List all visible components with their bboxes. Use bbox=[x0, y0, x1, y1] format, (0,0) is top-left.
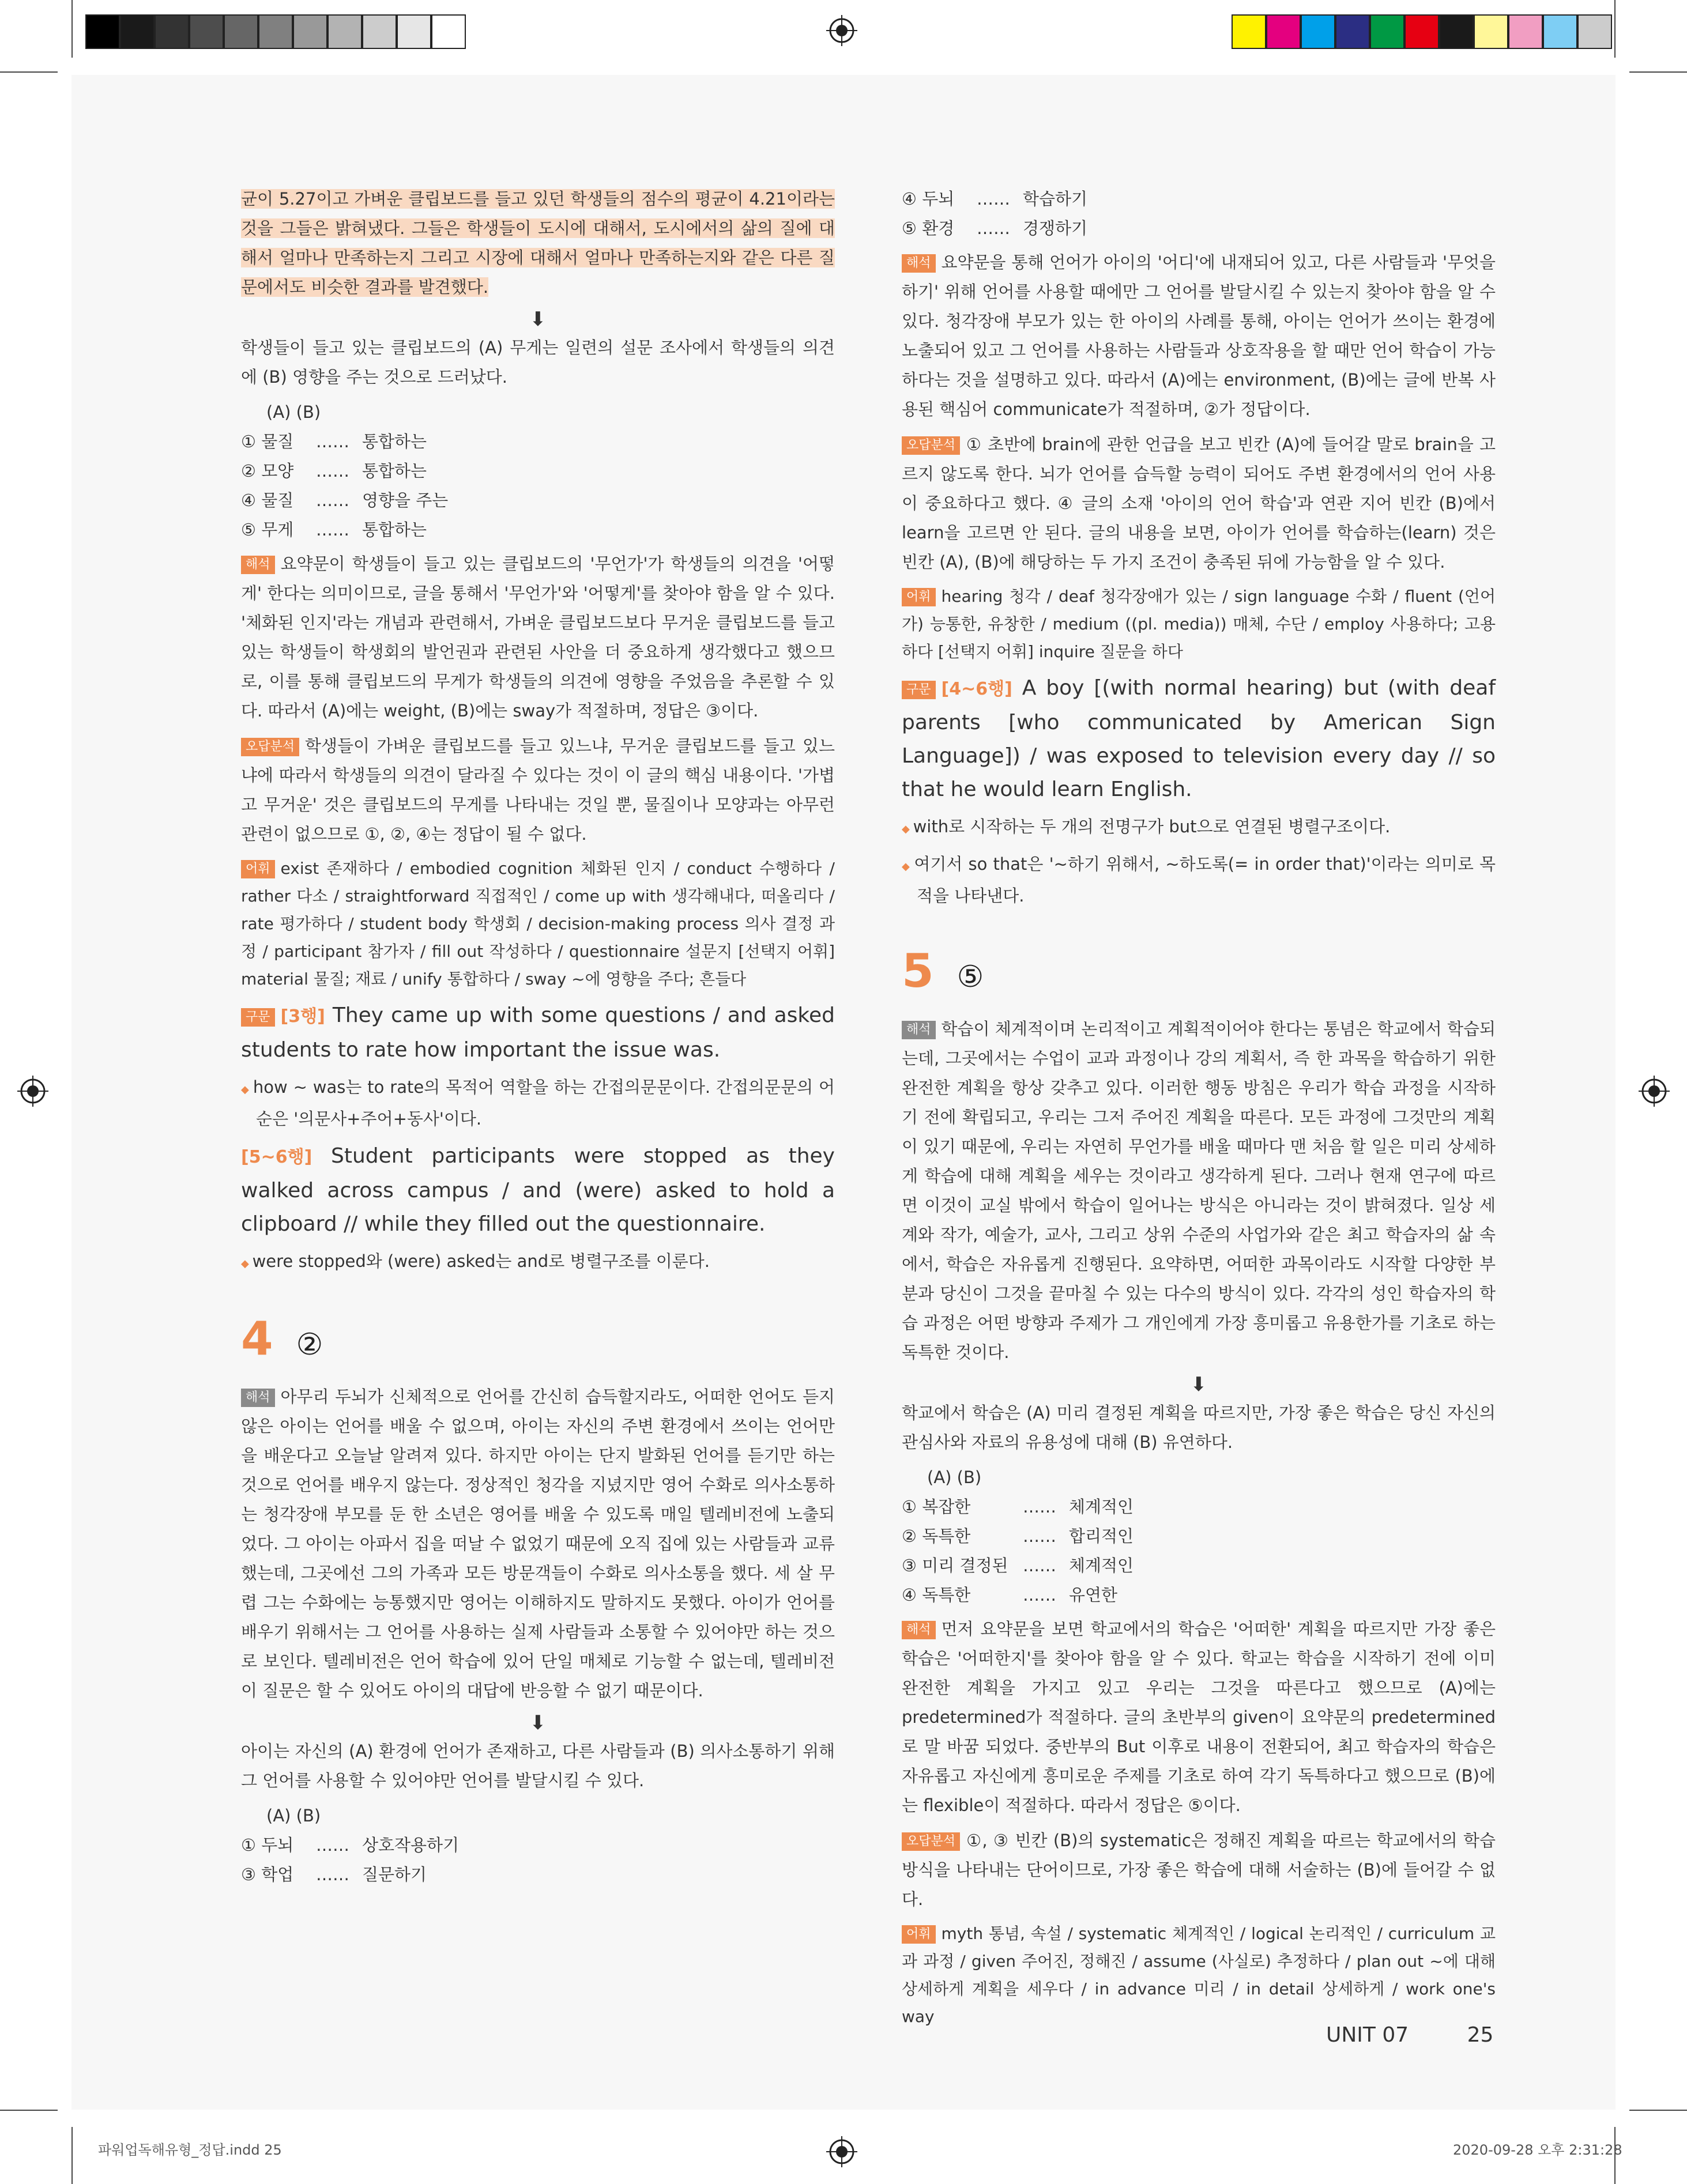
eohwi-tag: 어휘 bbox=[241, 860, 275, 878]
translation-4: 해석 아무리 두뇌가 신체적으로 언어를 간신히 습득할지라도, 어떠한 언어도 듣지 않은 아이는 언어를 배울 수 없으며, 아이는 자신의 주변 환경에서 쓰이는 언어만을 배운다고 오늘날 알려져 있다. 하지만 아이는 단지 발화된 언어를 듣기만 하는 것으로 언어를 배우지 않는다. 정상적인 청각을 지녔지만 영어 수화로 의사소통하는 청각장애 부모를 둔 한 소년은 영어를 배울 수 있도록 매일 텔레비전에 노출되었다. 그 아이는 아파서 집을 떠날 수 없었기 때문에 오직 집에 있는 사람들과 교류했는데, 그곳에선 그의 가족과 모든 방문객들이 수화로 의사소통을 했다. 세 살 무렵 그는 수화에는 능통했지만 영어는 이해하지도 말하지도 못했다. 아이가 언어를 배우기 위해서는 그 언어를 사용하는 실제 사람들과 소통할 수 있어야만 하는 것으로 보인다. 텔레비전은 언어 학습에 있어 단일 매체로 기능할 수 없는데, 텔레비전이 질문은 할 수 있어도 아이의 대답에 반응할 수 없기 때문이다. bbox=[241, 1387, 835, 1700]
eohwi-tag: 어휘 bbox=[902, 1925, 936, 1944]
registration-mark-right bbox=[1639, 1076, 1670, 1107]
crop-mark bbox=[71, 2127, 73, 2184]
print-date: 2020-09-28 오후 2:31:28 bbox=[1453, 2142, 1622, 2158]
registration-mark-top bbox=[826, 15, 857, 46]
option-row: ① 두뇌 …… 상호작용하기 bbox=[241, 1835, 460, 1855]
summary-3: 학생들이 들고 있는 클립보드의 (A) 무게는 일련의 설문 조사에서 학생들의 의견에 (B) 영향을 주는 것으로 드러났다. bbox=[241, 338, 835, 387]
arrow-down-icon: ⬇ bbox=[1190, 1373, 1207, 1396]
explanation-4: 해석 요약문을 통해 언어가 아이의 '어디'에 내재되어 있고, 다른 사람들과 '무엇을 하기' 위해 언어를 사용할 때에만 그 언어를 발달시킬 수 있는지 찾아야 함을 알 수 있다. 청각장애 부모가 있는 한 아이의 사례를 통해, 아이는 언어가 쓰이는 환경에 노출되어 있고 그 언어를 사용하는 사람들과 상호작용을 할 때만 언어 학습이 가능하다는 것을 설명하고 있다. 따라서 (A)에는 environment, (B)에는 글에 반복 사용된 핵심어 communicate가 적절하며, ②가 정답이다. bbox=[902, 252, 1496, 419]
eohwi-tag: 어휘 bbox=[902, 588, 936, 606]
question-5-header: 5 ⑤ bbox=[902, 944, 984, 998]
haeseok-tag: 해석 bbox=[902, 1021, 936, 1039]
crop-mark bbox=[1614, 0, 1616, 58]
options-4 bbox=[241, 1801, 835, 1889]
question-4-header: 4 ② bbox=[241, 1312, 323, 1366]
gumun-tag: 구문 bbox=[241, 1008, 275, 1027]
options-header: (A) (B) bbox=[927, 1468, 982, 1487]
option-row: ④ 독특한 …… 유연한 bbox=[902, 1585, 1118, 1605]
odap-tag: 오답분석 bbox=[241, 738, 299, 756]
odap-tag: 오답분석 bbox=[902, 436, 960, 455]
answer-4: ② bbox=[296, 1327, 323, 1362]
haeseok-tag: 해석 bbox=[241, 556, 275, 574]
option-row: ② 모양 …… 통합하는 bbox=[241, 461, 427, 481]
vocab-3: 어휘 exist 존재하다 / embodied cognition 체화된 인지 / conduct 수행하다 / rather 다소 / straightforward 직접적인 / come up with 생각해내다, 떠올리다 / rate 평가하다 / student body 학생회 / decision-making process 의사 결정 과정 / participant 참가자 / fill out 작성하다 / questionnaire 설문지 [선택지 어휘] material 물질; 재료 / unify 통합하다 / sway ~에 영향을 주다; 흔들다 bbox=[241, 859, 835, 989]
arrow-down-icon: ⬇ bbox=[529, 308, 547, 331]
wrong-answer-analysis-4: 오답분석 ① 초반에 brain에 관한 언급을 보고 빈칸 (A)에 들어갈 말로 brain을 고르지 않도록 한다. 뇌가 언어를 습득할 능력이 되어도 주변 환경에서의 언어 사용이 중요하다고 했다. ④ 글의 소재 '아이의 언어 학습'과 연관 지어 빈칸 (B)에서 learn을 고르면 안 된다. 글의 내용을 보면, 아이가 언어를 학습하는(learn) 것은 빈칸 (A), (B)에 해당하는 두 가지 조건이 충족된 뒤에 가능함을 알 수 있다. bbox=[902, 435, 1496, 572]
wrong-answer-analysis-5: 오답분석 ①, ③ 빈칸 (B)의 systematic은 정해진 계획을 따르는 학교에서의 학습 방식을 나타내는 단어이므로, 가장 좋은 학습에 대해 서술하는 (B)에 들어갈 수 없다. bbox=[902, 1831, 1496, 1909]
crop-mark bbox=[0, 2110, 58, 2111]
options-3 bbox=[241, 398, 835, 545]
color-bar bbox=[1232, 14, 1612, 49]
explanation-5: 해석 먼저 요약문을 보면 학교에서의 학습은 '어떠한' 계획을 따르지만 가장 좋은 학습은 '어떠한지'를 찾아야 함을 알 수 있다. 학교는 학습을 시작하기 전에 이미 완전한 계획을 가지고 있고 우리는 그것을 따른다고 했으므로 (A)에는 predetermined가 적절하다. 글의 초반부의 given이 요약문의 predetermined로 말 바꿈 되었다. 중반부의 But 이후로 내용이 전환되어, 최고 학습자의 학습은 자유롭고 자신에게 흥미로운 주제를 기초로 하여 각기 독특하다고 했으므로 (B)에는 flexible이 적절하다. 따라서 정답은 ⑤이다. bbox=[902, 1619, 1496, 1815]
options-header: (A) (B) bbox=[266, 1806, 321, 1825]
crop-mark bbox=[1629, 71, 1687, 73]
right-column bbox=[902, 184, 1496, 2036]
explanation-3: 해석 요약문이 학생들이 들고 있는 클립보드의 '무언가'가 학생들의 의견을 '어떻게' 한다는 의미이므로, 글을 통해서 '무언가'와 '어떻게'를 찾아야 함을 알 수 있다. '체화된 인지'라는 개념과 관련해서, 가벼운 클립보드보다 무거운 클립보드를 들고 있는 학생들이 학생회의 발언권과 관련된 사안을 더 중요하게 생각했다고 했으므로, 이를 통해 클립보드의 무게가 학생들의 의견에 영향을 주었음을 추론할 수 있다. 따라서 (A)에는 weight, (B)에는 sway가 적절하며, 정답은 ③이다. bbox=[241, 554, 835, 721]
wrong-answer-analysis-3: 오답분석 학생들이 가벼운 클립보드를 들고 있느냐, 무거운 클립보드를 들고 있느냐에 따라서 학생들의 의견이 달라질 수 있다는 것이 이 글의 핵심 내용이다. '가볍고 무거운' 것은 클립보드의 무게를 나타내는 것일 뿐, 물질이나 모양과는 아무런 관련이 없으므로 ①, ②, ④는 정답이 될 수 없다. bbox=[241, 736, 835, 844]
option-row: ⑤ 환경 …… 경쟁하기 bbox=[902, 218, 1088, 238]
option-row: ① 물질 …… 통합하는 bbox=[241, 432, 427, 451]
options-4-cont bbox=[902, 184, 1496, 243]
haeseok-tag: 해석 bbox=[241, 1389, 275, 1407]
haeseok-tag: 해석 bbox=[902, 1621, 936, 1639]
grammar-3-2: [5~6행] Student participants were stopped as they walked across campus / and (were) asked to hold a clipboard // while they filled out the questionnaire. bbox=[241, 1144, 835, 1236]
options-header: (A) (B) bbox=[266, 402, 321, 422]
option-row: ③ 미리 결정된 …… 체계적인 bbox=[902, 1556, 1134, 1575]
grammar-note: ◆ 여기서 so that은 '~하기 위해서, ~하도록(= in order that)'이라는 의미로 목적을 나타낸다. bbox=[902, 850, 1496, 911]
grammar-3-1: 구문 [3행] They came up with some questions / and asked students to rate how important the issue was. bbox=[241, 1004, 835, 1062]
option-row: ② 독특한 …… 합리적인 bbox=[902, 1526, 1134, 1546]
option-row: ③ 학업 …… 질문하기 bbox=[241, 1865, 427, 1884]
registration-mark-left bbox=[17, 1076, 48, 1107]
arrow-down-icon: ⬇ bbox=[529, 1711, 547, 1734]
registration-mark-bottom bbox=[826, 2136, 857, 2167]
file-name: 파워업독해유형_정답.indd 25 bbox=[98, 2142, 282, 2158]
haeseok-tag: 해석 bbox=[902, 254, 936, 273]
option-row: ⑤ 무게 …… 통합하는 bbox=[241, 520, 427, 540]
left-column bbox=[241, 184, 835, 1894]
grammar-note: ◆ were stopped와 (were) asked는 and로 병렬구조를 이룬다. bbox=[241, 1247, 835, 1278]
summary-5: 학교에서 학습은 (A) 미리 결정된 계획을 따르지만, 가장 좋은 학습은 당신 자신의 관심사와 자료의 유용성에 대해 (B) 유연하다. bbox=[902, 1403, 1496, 1452]
crop-mark bbox=[71, 0, 73, 58]
option-row: ① 복잡한 …… 체계적인 bbox=[902, 1497, 1134, 1517]
summary-4: 아이는 자신의 (A) 환경에 언어가 존재하고, 다른 사람들과 (B) 의사소통하기 위해 그 언어를 사용할 수 있어야만 언어를 발달시킬 수 있다. bbox=[241, 1741, 835, 1790]
gumun-tag: 구문 bbox=[902, 681, 936, 699]
gray-scale-bar bbox=[85, 14, 466, 49]
option-row: ④ 물질 …… 영향을 주는 bbox=[241, 491, 449, 510]
answer-5: ⑤ bbox=[957, 960, 984, 994]
options-5 bbox=[902, 1463, 1496, 1610]
grammar-note: ◆ with로 시작하는 두 개의 전명구가 but으로 연결된 병렬구조이다. bbox=[902, 812, 1496, 844]
page-footer bbox=[1326, 2023, 1493, 2047]
translation-5: 해석 학습이 체계적이며 논리적이고 계획적이어야 한다는 통념은 학교에서 학습되는데, 그곳에서는 수업이 교과 과정이나 강의 계획서, 즉 한 과목을 학습하기 위한 완전한 계획을 항상 갖추고 있다. 이러한 행동 방침은 우리가 학습 과정을 시작하기 전에 확립되고, 우리는 그저 주어진 계획을 따른다. 모든 과정에 그것만의 계획이 있기 때문에, 우리는 자연히 무언가를 배울 때마다 맨 처음 할 일은 미리 상세하게 학습에 대해 계획을 세우는 것이라고 생각하게 된다. 그러나 현재 연구에 따르면 이것이 교실 밖에서 학습이 일어나는 방식은 아니라는 것이 밝혀졌다. 일상 세계와 작가, 예술가, 교사, 그리고 상위 수준의 사업가와 같은 최고 학습자의 삶 속에서, 학습은 자유롭게 진행된다. 요약하면, 어떠한 과목이라도 시작할 다양한 부분과 당신이 그것을 끝마칠 수 있는 다수의 방식이 있다. 각각의 성인 학습자의 학습 과정은 어떤 방향과 주제가 그 개인에게 가장 흥미롭고 유용한가를 기초로 하는 독특한 것이다. bbox=[902, 1019, 1496, 1362]
option-row: ④ 두뇌 …… 학습하기 bbox=[902, 189, 1088, 209]
grammar-note: ◆ how ~ was는 to rate의 목적어 역할을 하는 간접의문문이다. 간접의문문의 어순은 '의문사+주어+동사'이다. bbox=[241, 1073, 835, 1134]
vocab-5: 어휘 myth 통념, 속설 / systematic 체계적인 / logical 논리적인 / curriculum 교과 과정 / given 주어진, 정해진 / assume (사실로) 추정하다 / plan out ~에 대해 상세하게 계획을 세우다 / in advance 미리 / in detail 상세하게 / work one's way bbox=[902, 1924, 1496, 2026]
crop-mark bbox=[0, 71, 58, 73]
grammar-4: 구문 [4~6행] A boy [(with normal hearing) but (with deaf parents [who communicated by American Sign Language]) / was exposed to television every day // so that he would learn English. bbox=[902, 676, 1496, 801]
crop-mark bbox=[1629, 2110, 1687, 2111]
page-number: 25 bbox=[1467, 2023, 1494, 2047]
vocab-4: 어휘 hearing 청각 / deaf 청각장애가 있는 / sign language 수화 / fluent (언어가) 능통한, 유창한 / medium ((pl. media)) 매체, 수단 / employ 사용하다; 고용하다 [선택지 어휘] inquire 질문을 하다 bbox=[902, 587, 1496, 661]
unit-label: UNIT 07 bbox=[1326, 2023, 1409, 2047]
passage-end: 균이 5.27이고 가벼운 클립보드를 들고 있던 학생들의 점수의 평균이 4.21이라는 것을 그들은 밝혀냈다. 그들은 학생들이 도시에 대해서, 도시에서의 삶의 질에 대해서 얼마나 만족하는지 그리고 시장에 대해서 얼마나 만족하는지와 같은 다른 질문에서도 비슷한 결과를 발견했다. bbox=[241, 189, 835, 297]
odap-tag: 오답분석 bbox=[902, 1832, 960, 1851]
